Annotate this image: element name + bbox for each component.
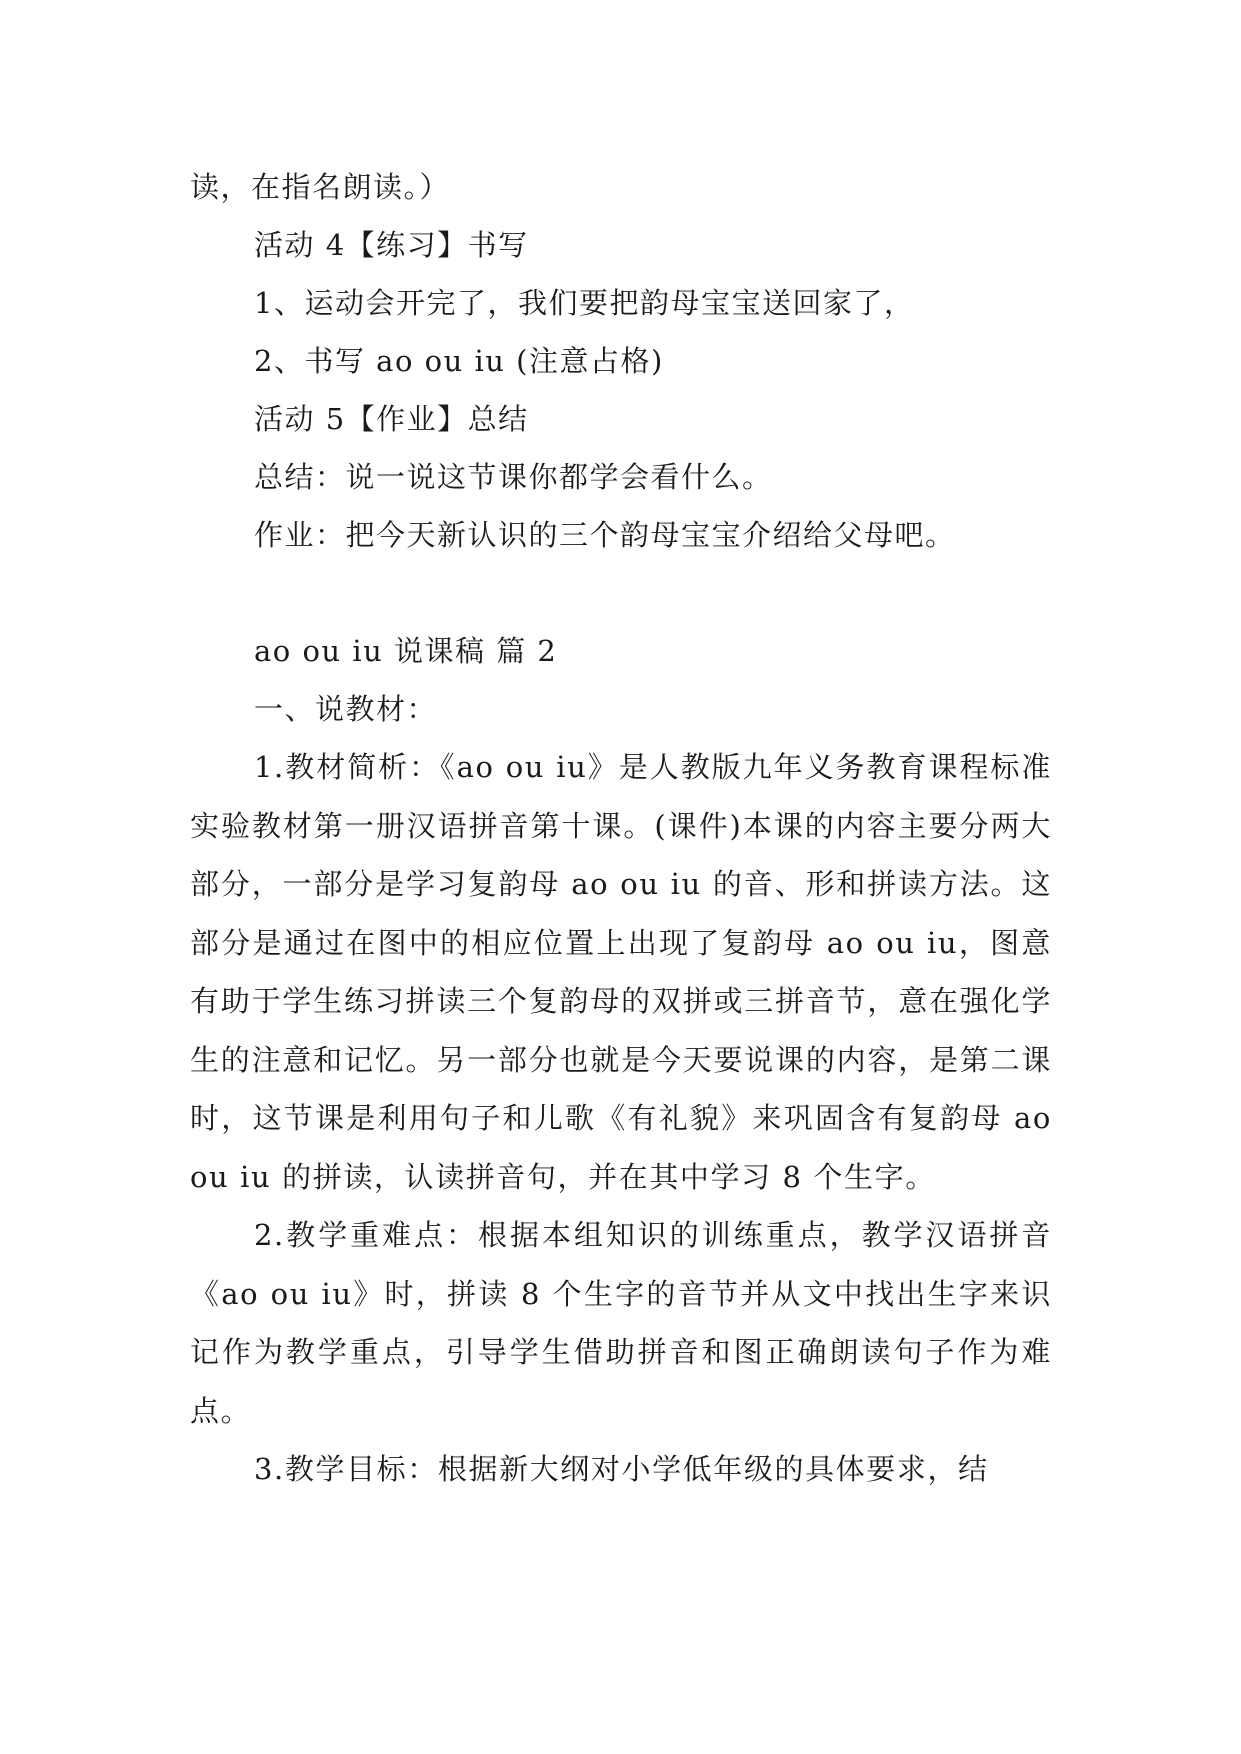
paragraph-textbook-analysis: 1.教材简析：《ao ou iu》是人教版九年义务教育课程标准实验教材第一册汉语拼音第十课。(课件)本课的内容主要分两大部分，一部分是学习复韵母 ao ou iu 的音、形和拼读方法。这部分是通过在图中的相应位置上出现了复韵母 ao ou iu，图意有助于学生练习拼读三个复韵母的双拼或三拼音节，意在强化学生的注意和记忆。另一部分也就是今天要说课的内容，是第二课时，这节课是利用句子和儿歌《有礼貌》来巩固含有复韵母 ao ou iu 的拼读，认读拼音句，并在其中学习 8 个生字。 [190, 750, 1052, 1194]
blank-line [190, 564, 1052, 622]
paragraph-key-points: 2.教学重难点：根据本组知识的训练重点，教学汉语拼音《ao ou iu》时，拼读 8 个生字的音节并从文中找出生字来识记作为教学重点，引导学生借助拼音和图正确朗读句子作为难点。 [190, 1218, 1052, 1428]
text-line: 读，在指名朗读。） [190, 170, 451, 204]
activity-4-heading: 活动 4【练习】书写 [254, 228, 529, 262]
paragraph-teaching-goals: 3.教学目标：根据新大纲对小学低年级的具体要求，结 [254, 1452, 989, 1486]
summary-line: 总结：说一说这节课你都学会看什么。 [254, 460, 773, 494]
section-title: ao ou iu 说课稿 篇 2 [254, 634, 558, 668]
document-body [190, 158, 1052, 1499]
section-heading: 一、说教材： [254, 692, 438, 726]
activity-5-heading: 活动 5【作业】总结 [254, 402, 529, 436]
homework-line: 作业：把今天新认识的三个韵母宝宝介绍给父母吧。 [254, 518, 956, 552]
text-line: 1、运动会开完了，我们要把韵母宝宝送回家了， [254, 286, 915, 320]
text-line: 2、书写 ao ou iu (注意占格) [254, 344, 664, 378]
